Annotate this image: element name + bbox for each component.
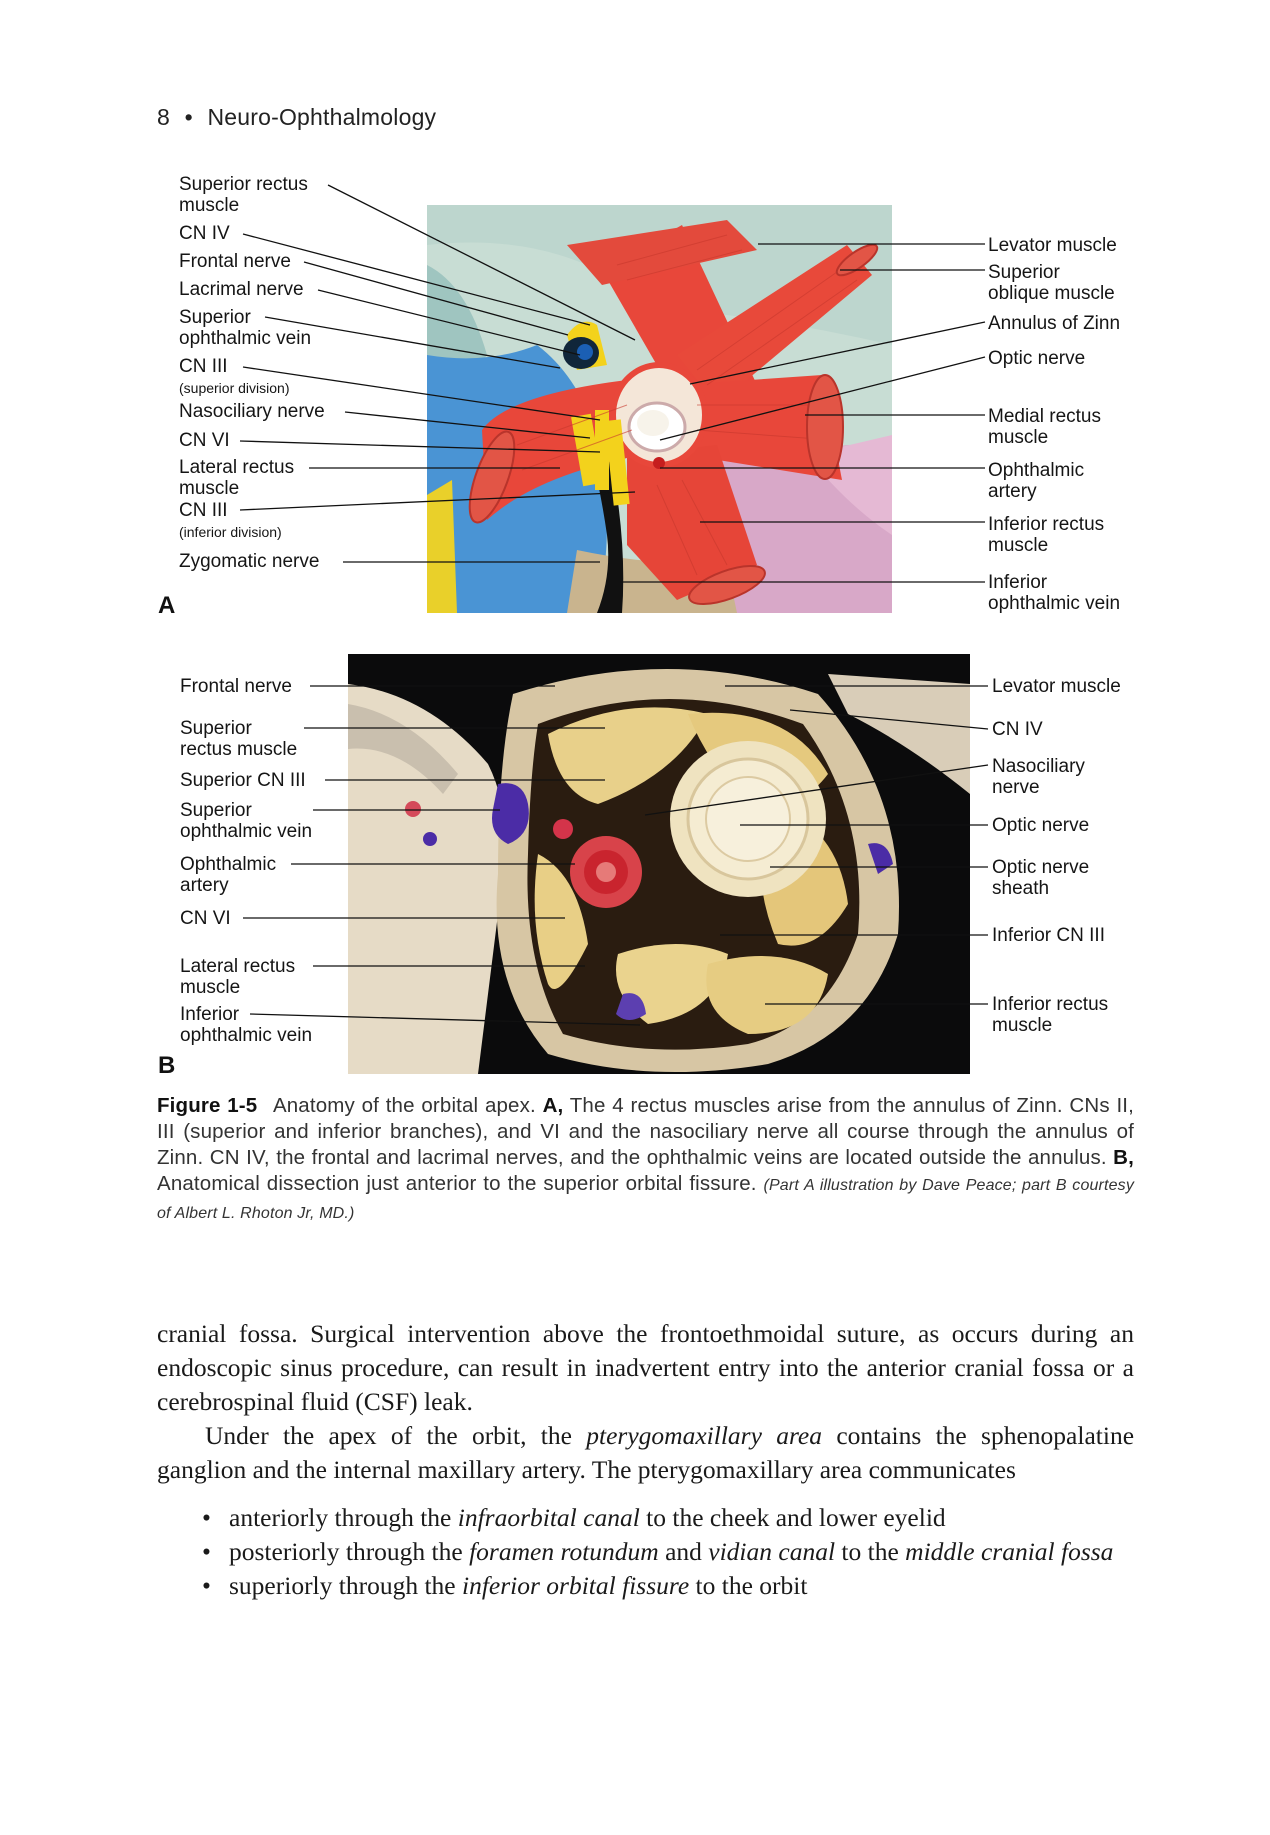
orbital-dissection-photo — [348, 654, 970, 1074]
panel-b-letter: B — [158, 1052, 176, 1079]
communication-list — [157, 1501, 1134, 1603]
paragraph-1: cranial fossa. Surgical intervention above the frontoethmoidal suture, as occurs during an endoscopic sinus procedure, can result in inadvertent entry into the anterior cranial fossa or a cerebrospinal fluid (CSF) leak. — [157, 1319, 1134, 1416]
label-nasociliary-nerve-b: Nasociliary nerve — [992, 756, 1085, 798]
label-annulus-of-zinn: Annulus of Zinn — [988, 313, 1121, 334]
paragraph-2: Under the apex of the orbit, the pterygomaxillary area contains the sphenopalatine ganglion and the internal maxillary artery. The pterygomaxillary area communicates — [157, 1421, 1135, 1484]
label-superior-rectus-muscle: Superior rectus muscle — [179, 174, 308, 216]
label-inferior-cn-iii-b: Inferior CN III — [992, 925, 1105, 946]
label-inferior-ophthalmic-vein-b: Inferior ophthalmic vein — [180, 1004, 313, 1046]
label-zygomatic-nerve: Zygomatic nerve — [179, 551, 320, 572]
label-cn-iv: CN IV — [179, 223, 230, 244]
label-cn-vi: CN VI — [179, 430, 230, 451]
label-levator-muscle: Levator muscle — [988, 235, 1117, 256]
header-separator: • — [184, 104, 193, 130]
label-superior-cn-iii-b: Superior CN III — [180, 770, 306, 791]
label-superior-oblique-muscle: Superior oblique muscle — [988, 262, 1115, 304]
label-inferior-rectus-muscle-a: Inferior rectus muscle — [988, 514, 1105, 556]
label-medial-rectus-muscle: Medial rectus muscle — [988, 406, 1101, 448]
label-optic-nerve-sheath-b: Optic nerve sheath — [992, 857, 1090, 899]
label-ophthalmic-artery-a: Ophthalmic artery — [988, 460, 1085, 502]
label-cn-iii-inferior: CN III (inferior division) — [179, 500, 282, 540]
label-optic-nerve-a: Optic nerve — [988, 348, 1086, 369]
figure-credit: (Part A illustration by Dave Peace; part B courtesy of Albert L. Rhoton Jr, MD.) — [157, 1177, 1134, 1222]
label-levator-muscle-b: Levator muscle — [992, 676, 1121, 697]
page-number: 8 — [157, 104, 170, 130]
label-superior-ophthalmic-vein-b: Superior ophthalmic vein — [180, 800, 313, 842]
figure-caption: Figure 1-5 Anatomy of the orbital apex. A, The 4 rectus muscles arise from the annulus of Zinn. CNs II, III (superior and inferior branches), and VI and the nasociliary nerve all course through the annulus of Zinn. CN IV, the frontal and lacrimal nerves, and the ophthalmic veins are located outside the annulus. B, Anatomical dissection just anterior to the superior orbital fissure. (Part A illustration by Dave Peace; part B courtesy of Albert L. Rhoton Jr, MD.) — [157, 1094, 1134, 1222]
label-cn-vi-b: CN VI — [180, 908, 231, 929]
body-text — [157, 1317, 1134, 1603]
header-title: Neuro-Ophthalmology — [207, 104, 437, 130]
list-item: • anteriorly through the infraorbital canal to the cheek and lower eyelid — [157, 1501, 1134, 1535]
label-lateral-rectus-muscle: Lateral rectus muscle — [179, 457, 295, 499]
label-ophthalmic-artery-b: Ophthalmic artery — [180, 854, 277, 896]
label-frontal-nerve: Frontal nerve — [179, 251, 291, 272]
running-header — [157, 104, 436, 131]
panel-b-photograph — [348, 654, 970, 1074]
list-item: • posteriorly through the foramen rotundum and vidian canal to the middle cranial fossa — [157, 1535, 1134, 1569]
label-superior-rectus-muscle-b: Superior rectus muscle — [180, 718, 298, 760]
orbital-apex-illustration — [427, 205, 892, 613]
label-superior-ophthalmic-vein: Superior ophthalmic vein — [179, 307, 312, 349]
label-optic-nerve-b: Optic nerve — [992, 815, 1090, 836]
panel-a-illustration — [427, 205, 892, 613]
label-inferior-ophthalmic-vein-a: Inferior ophthalmic vein — [988, 572, 1121, 614]
label-inferior-rectus-muscle-b: Inferior rectus muscle — [992, 994, 1109, 1036]
label-cn-iv-b: CN IV — [992, 719, 1043, 740]
label-lateral-rectus-muscle-b: Lateral rectus muscle — [180, 956, 296, 998]
label-nasociliary-nerve: Nasociliary nerve — [179, 401, 325, 422]
label-lacrimal-nerve: Lacrimal nerve — [179, 279, 304, 300]
label-cn-iii-superior: CN III (superior division) — [179, 356, 290, 396]
panel-a-letter: A — [158, 592, 176, 619]
list-item: • superiorly through the inferior orbital fissure to the orbit — [157, 1569, 1134, 1603]
figure-label: Figure 1-5 — [157, 1094, 258, 1117]
label-frontal-nerve-b: Frontal nerve — [180, 676, 292, 697]
